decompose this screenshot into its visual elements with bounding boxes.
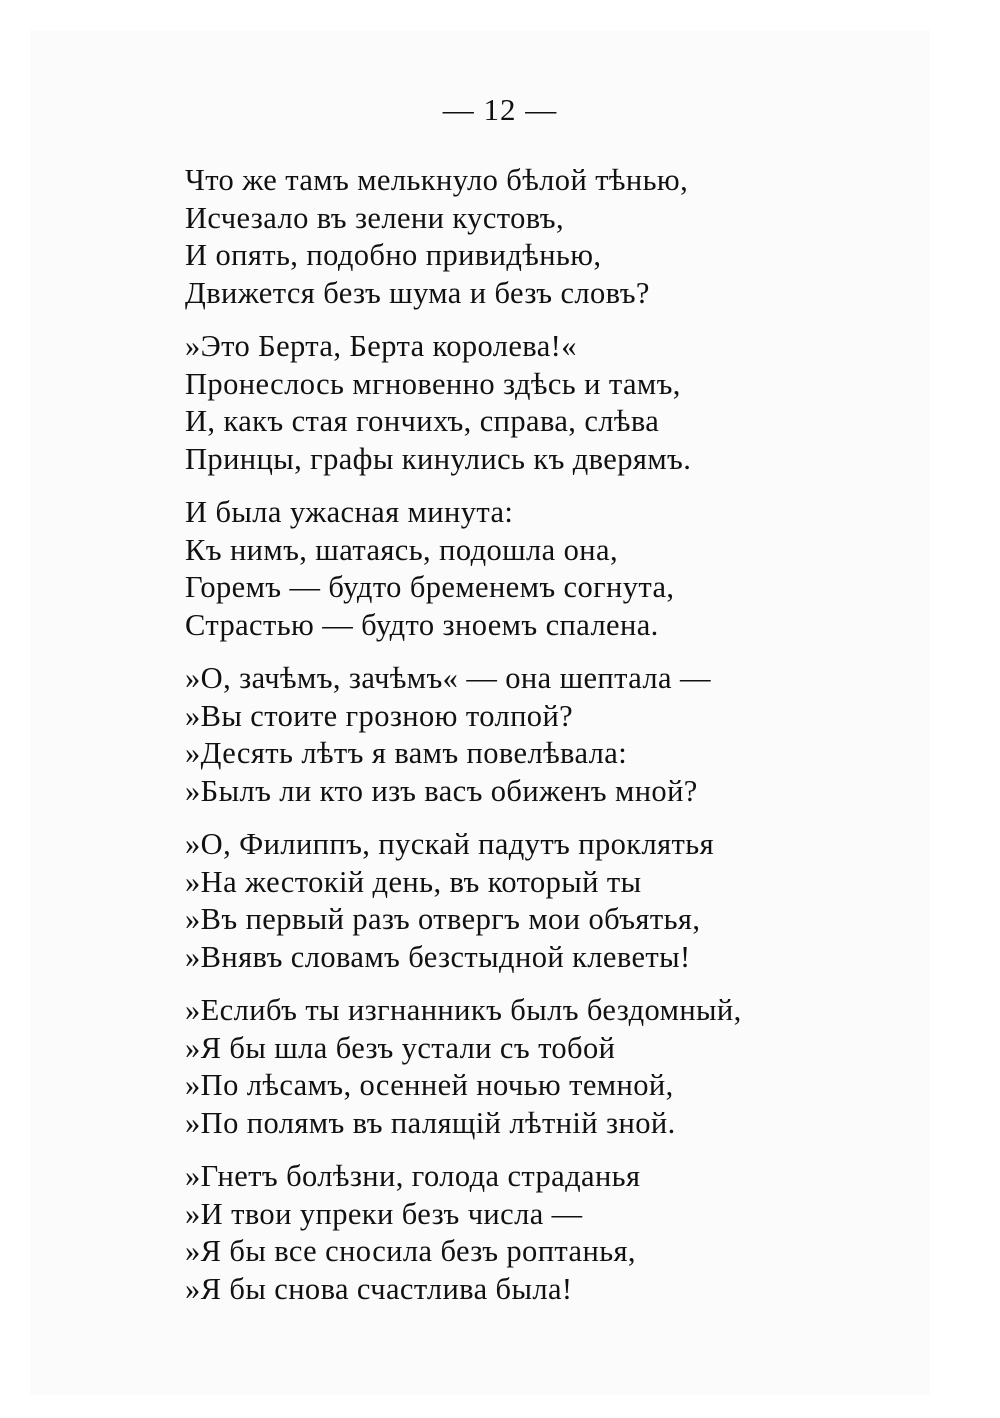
poem-line: »Это Берта, Берта королева!«: [185, 329, 577, 363]
poem-line: Принцы, графы кинулись къ дверямъ.: [185, 441, 692, 476]
poem-line: »По полямъ въ палящій лѣтній зной.: [185, 1105, 676, 1140]
poem-line: »Я бы снова счастлива была!: [185, 1271, 573, 1306]
poem-line: Пронеслось мгновенно здѣсь и тамъ,: [185, 366, 681, 401]
stanza-7: [185, 1158, 742, 1308]
poem-line: »Внявъ словамъ безстыдной клеветы!: [185, 939, 691, 974]
poem-line: И опять, подобно привидѣнью,: [185, 238, 602, 272]
stanza-3: [185, 494, 742, 644]
poem-line: »Былъ ли кто изъ васъ обиженъ мной?: [185, 773, 698, 808]
poem-line: И, какъ стая гончихъ, справа, слѣва: [185, 404, 660, 438]
stanza-5: [185, 826, 742, 976]
poem-line: Страстью — будто зноемъ спалена.: [185, 607, 659, 642]
poem-line: »На жестокій день, въ который ты: [185, 864, 642, 899]
poem-line: »Въ первый разъ отвергъ мои объятья,: [185, 902, 701, 936]
poem-line: »По лѣсамъ, осенней ночью темной,: [185, 1068, 674, 1102]
stanza-6: [185, 992, 742, 1142]
poem-line: Горемъ — будто бременемъ согнута,: [185, 570, 675, 604]
page-number: — 12 —: [442, 92, 558, 127]
poem-line: И была ужасная минута:: [185, 495, 514, 529]
poem-line: »Еслибъ ты изгнанникъ былъ бездомный,: [185, 993, 742, 1027]
poem-line: Исчезало въ зелени кустовъ,: [185, 200, 564, 235]
stanza-1: [185, 162, 742, 312]
poem-line: Что же тамъ мелькнуло бѣлой тѣнью,: [185, 163, 689, 197]
poem-line: »Я бы шла безъ устали съ тобой: [185, 1030, 616, 1065]
poem-line: »О, Филиппъ, пускай падутъ проклятья: [185, 827, 715, 861]
poem-line: »О, зачѣмъ, зачѣмъ« — она шептала —: [185, 661, 711, 695]
poem-line: »Я бы все сносила безъ роптанья,: [185, 1234, 636, 1268]
poem-line: Движется безъ шума и безъ словъ?: [185, 275, 650, 310]
poem-line: »Вы стоите грозною толпой?: [185, 698, 574, 733]
poem: [185, 162, 742, 1324]
poem-line: »Десять лѣтъ я вамъ повелѣвала:: [185, 736, 628, 770]
poem-line: »И твои упреки безъ числа —: [185, 1196, 583, 1231]
poem-line: »Гнетъ болѣзни, голода страданья: [185, 1159, 641, 1193]
stanza-4: [185, 660, 742, 810]
stanza-2: [185, 328, 742, 478]
poem-line: Къ нимъ, шатаясь, подошла она,: [185, 532, 618, 567]
